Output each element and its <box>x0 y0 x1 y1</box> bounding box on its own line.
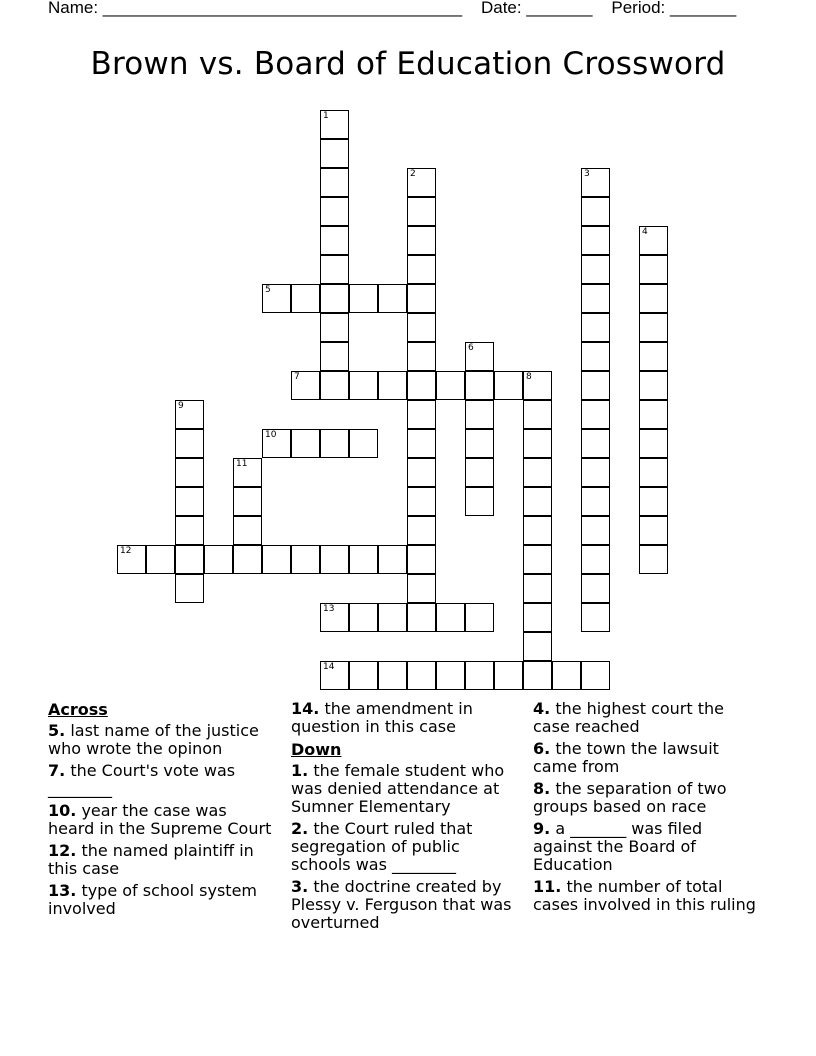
grid-cell[interactable] <box>349 661 378 690</box>
grid-cell[interactable] <box>465 429 494 458</box>
grid-cell[interactable] <box>349 603 378 632</box>
grid-cell[interactable] <box>465 487 494 516</box>
grid-cell[interactable] <box>552 661 581 690</box>
clue-across-12: 12. the named plaintiff in this case <box>48 841 254 878</box>
grid-cell[interactable] <box>436 603 465 632</box>
grid-cell[interactable] <box>146 545 175 574</box>
across-heading: Across <box>48 700 108 719</box>
clue-across-14: 14. the amendment in question in this case <box>291 699 473 736</box>
grid-cell[interactable] <box>117 545 146 574</box>
grid-cell[interactable] <box>523 516 552 545</box>
grid-cell[interactable] <box>233 545 262 574</box>
grid-cell[interactable] <box>407 371 436 400</box>
grid-cell[interactable] <box>581 313 610 342</box>
clue-across-10: 10. year the case was heard in the Supreme Court <box>48 801 272 838</box>
grid-cell[interactable] <box>175 400 204 429</box>
clue-down-2: 2. the Court ruled that segregation of public schools was ________ <box>291 819 473 874</box>
clue-number: 9 <box>178 401 184 411</box>
clue-number: 10 <box>265 430 277 440</box>
clue-number: 14 <box>323 662 335 672</box>
grid-cell[interactable] <box>465 342 494 371</box>
grid-cell[interactable] <box>465 458 494 487</box>
grid-cell[interactable] <box>320 313 349 342</box>
grid-cell[interactable] <box>320 197 349 226</box>
grid-cell[interactable] <box>581 545 610 574</box>
grid-cell[interactable] <box>581 400 610 429</box>
grid-cell[interactable] <box>639 371 668 400</box>
grid-cell[interactable] <box>523 429 552 458</box>
grid-cell[interactable] <box>465 603 494 632</box>
grid-cell[interactable] <box>581 284 610 313</box>
grid-cell[interactable] <box>494 661 523 690</box>
grid-cell[interactable] <box>407 429 436 458</box>
grid-cell[interactable] <box>639 516 668 545</box>
grid-cell[interactable] <box>233 487 262 516</box>
grid-cell[interactable] <box>581 197 610 226</box>
grid-cell[interactable] <box>523 400 552 429</box>
clue-number: 5 <box>265 285 271 295</box>
clue-number: 13 <box>323 604 335 614</box>
grid-cell[interactable] <box>523 632 552 661</box>
grid-cell[interactable] <box>523 371 552 400</box>
grid-cell[interactable] <box>581 168 610 197</box>
grid-cell[interactable] <box>204 545 233 574</box>
clue-number: 3 <box>584 169 590 179</box>
grid-cell[interactable] <box>378 371 407 400</box>
grid-cell[interactable] <box>581 603 610 632</box>
grid-cell[interactable] <box>639 226 668 255</box>
grid-cell[interactable] <box>407 226 436 255</box>
grid-cell[interactable] <box>349 371 378 400</box>
clue-number: 2 <box>410 169 416 179</box>
clue-number: 6 <box>468 343 474 353</box>
header-fields: Name: ______________________________________ Date: _______ Period: _______ <box>48 0 737 17</box>
clue-down-11: 11. the number of total cases involved in this ruling <box>533 877 756 914</box>
grid-cell[interactable] <box>639 342 668 371</box>
grid-cell[interactable] <box>320 110 349 139</box>
clue-across-5: 5. last name of the justice who wrote the opinon <box>48 721 259 758</box>
grid-cell[interactable] <box>320 255 349 284</box>
grid-cell[interactable] <box>407 168 436 197</box>
grid-cell[interactable] <box>407 313 436 342</box>
clue-number: 8 <box>526 372 532 382</box>
grid-cell[interactable] <box>407 603 436 632</box>
grid-cell[interactable] <box>262 284 291 313</box>
grid-cell[interactable] <box>320 603 349 632</box>
grid-cell[interactable] <box>320 371 349 400</box>
grid-cell[interactable] <box>639 255 668 284</box>
grid-cell[interactable] <box>639 284 668 313</box>
grid-cell[interactable] <box>407 661 436 690</box>
grid-cell[interactable] <box>175 487 204 516</box>
grid-cell[interactable] <box>581 574 610 603</box>
grid-cell[interactable] <box>523 487 552 516</box>
clue-down-8: 8. the separation of two groups based on race <box>533 779 727 816</box>
grid-cell[interactable] <box>581 342 610 371</box>
grid-cell[interactable] <box>320 139 349 168</box>
grid-cell[interactable] <box>407 400 436 429</box>
grid-cell[interactable] <box>407 284 436 313</box>
grid-cell[interactable] <box>262 429 291 458</box>
grid-cell[interactable] <box>407 574 436 603</box>
grid-cell[interactable] <box>175 458 204 487</box>
grid-cell[interactable] <box>175 429 204 458</box>
grid-cell[interactable] <box>233 516 262 545</box>
grid-cell[interactable] <box>465 661 494 690</box>
clue-across-13: 13. type of school system involved <box>48 881 257 918</box>
grid-cell[interactable] <box>349 429 378 458</box>
grid-cell[interactable] <box>639 545 668 574</box>
grid-cell[interactable] <box>291 284 320 313</box>
grid-cell[interactable] <box>407 487 436 516</box>
grid-cell[interactable] <box>581 255 610 284</box>
grid-cell[interactable] <box>581 371 610 400</box>
grid-cell[interactable] <box>639 487 668 516</box>
grid-cell[interactable] <box>523 574 552 603</box>
grid-cell[interactable] <box>436 371 465 400</box>
page-title: Brown vs. Board of Education Crossword <box>90 46 726 82</box>
clues-column-2 <box>291 700 516 936</box>
grid-cell[interactable] <box>639 313 668 342</box>
grid-cell[interactable] <box>175 545 204 574</box>
grid-cell[interactable] <box>465 371 494 400</box>
grid-cell[interactable] <box>523 545 552 574</box>
grid-cell[interactable] <box>407 545 436 574</box>
grid-cell[interactable] <box>378 284 407 313</box>
grid-cell[interactable] <box>320 168 349 197</box>
grid-cell[interactable] <box>320 545 349 574</box>
clues-column-3 <box>533 700 758 918</box>
down-heading: Down <box>291 740 342 759</box>
grid-cell[interactable] <box>581 487 610 516</box>
clue-number: 1 <box>323 111 329 121</box>
grid-cell[interactable] <box>175 574 204 603</box>
grid-cell[interactable] <box>581 226 610 255</box>
grid-cell[interactable] <box>523 661 552 690</box>
grid-cell[interactable] <box>378 661 407 690</box>
grid-cell[interactable] <box>233 458 262 487</box>
grid-cell[interactable] <box>407 342 436 371</box>
clue-number: 12 <box>120 546 132 556</box>
grid-cell[interactable] <box>320 342 349 371</box>
grid-cell[interactable] <box>407 255 436 284</box>
grid-cell[interactable] <box>291 429 320 458</box>
grid-cell[interactable] <box>407 516 436 545</box>
grid-cell[interactable] <box>581 429 610 458</box>
clue-number: 7 <box>294 372 300 382</box>
grid-cell[interactable] <box>581 516 610 545</box>
grid-cell[interactable] <box>581 458 610 487</box>
grid-cell[interactable] <box>320 284 349 313</box>
grid-cell[interactable] <box>320 429 349 458</box>
grid-cell[interactable] <box>407 458 436 487</box>
grid-cell[interactable] <box>581 661 610 690</box>
grid-cell[interactable] <box>320 661 349 690</box>
grid-cell[interactable] <box>349 545 378 574</box>
grid-cell[interactable] <box>523 458 552 487</box>
grid-cell[interactable] <box>639 429 668 458</box>
grid-cell[interactable] <box>320 226 349 255</box>
clue-number: 11 <box>236 459 248 469</box>
clue-down-1: 1. the female student who was denied attendance at Sumner Elementary <box>291 761 505 816</box>
grid-cell[interactable] <box>407 197 436 226</box>
grid-cell[interactable] <box>436 661 465 690</box>
grid-cell[interactable] <box>639 400 668 429</box>
grid-cell[interactable] <box>291 371 320 400</box>
grid-cell[interactable] <box>262 545 291 574</box>
grid-cell[interactable] <box>494 371 523 400</box>
clue-down-4: 4. the highest court the case reached <box>533 699 724 736</box>
grid-cell[interactable] <box>175 516 204 545</box>
clue-down-9: 9. a _______ was filed against the Board of Education <box>533 819 703 874</box>
grid-cell[interactable] <box>291 545 320 574</box>
grid-cell[interactable] <box>378 603 407 632</box>
clue-down-6: 6. the town the lawsuit came from <box>533 739 719 776</box>
clue-down-3: 3. the doctrine created by Plessy v. Ferguson that was overturned <box>291 877 512 932</box>
clue-across-7: 7. the Court's vote was ________ <box>48 761 236 798</box>
grid-cell[interactable] <box>523 603 552 632</box>
grid-cell[interactable] <box>465 400 494 429</box>
grid-cell[interactable] <box>378 545 407 574</box>
grid-cell[interactable] <box>349 284 378 313</box>
grid-cell[interactable] <box>639 458 668 487</box>
clue-number: 4 <box>642 227 648 237</box>
clues-column-1 <box>48 700 273 922</box>
